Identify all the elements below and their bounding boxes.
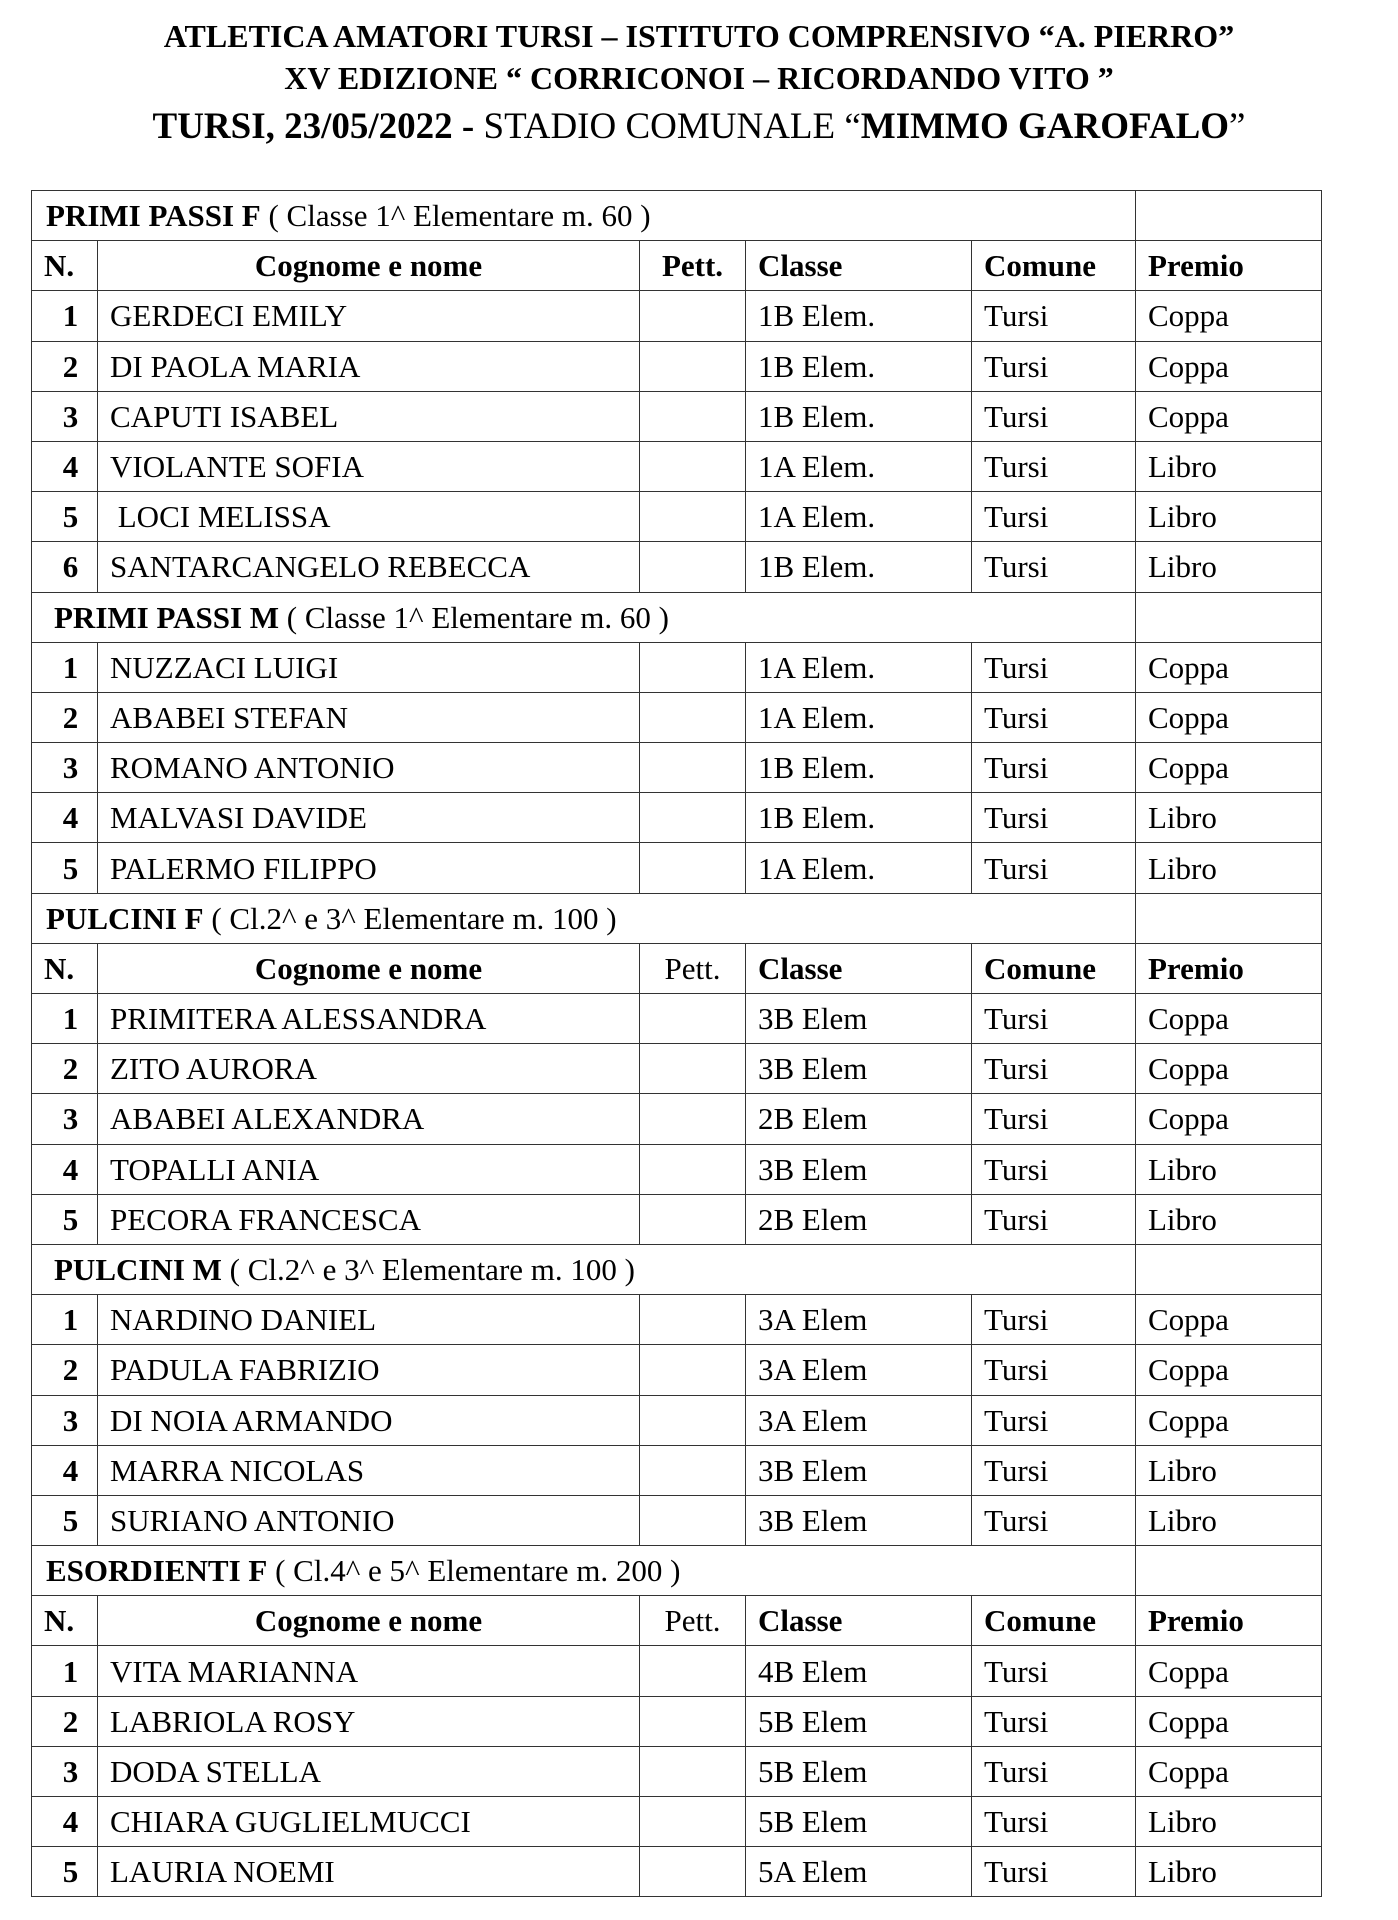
prize-cell: Libro xyxy=(1136,1797,1322,1847)
rank-cell: 2 xyxy=(32,1044,98,1094)
town-cell: Tursi xyxy=(972,743,1136,793)
class-cell: 3B Elem xyxy=(746,1044,972,1094)
table-row xyxy=(32,843,1322,893)
class-cell: 2B Elem xyxy=(746,1194,972,1244)
rank-cell: 3 xyxy=(32,391,98,441)
bib-cell xyxy=(640,391,746,441)
bib-cell xyxy=(640,341,746,391)
town-cell: Tursi xyxy=(972,1295,1136,1345)
rank-cell: 5 xyxy=(32,492,98,542)
class-cell: 3B Elem xyxy=(746,1445,972,1495)
class-cell: 1A Elem. xyxy=(746,692,972,742)
table-row xyxy=(32,1847,1322,1897)
rank-cell: 1 xyxy=(32,1646,98,1696)
rank-cell: 6 xyxy=(32,542,98,592)
prize-cell: Coppa xyxy=(1136,642,1322,692)
prize-cell: Coppa xyxy=(1136,1395,1322,1445)
rank-cell: 2 xyxy=(32,1696,98,1746)
table-row xyxy=(32,642,1322,692)
class-cell: 5B Elem xyxy=(746,1797,972,1847)
prize-cell: Coppa xyxy=(1136,743,1322,793)
rank-cell: 4 xyxy=(32,1797,98,1847)
table-row xyxy=(32,441,1322,491)
bib-cell xyxy=(640,441,746,491)
table-row xyxy=(32,994,1322,1044)
column-header-comune: Comune xyxy=(972,943,1136,993)
town-cell: Tursi xyxy=(972,793,1136,843)
table-row xyxy=(32,1395,1322,1445)
table-row xyxy=(32,1194,1322,1244)
venue-suffix: ” xyxy=(1229,106,1246,147)
category-details: ( Classe 1^ Elementare m. 60 ) xyxy=(268,198,651,234)
bib-cell xyxy=(640,1847,746,1897)
results-table xyxy=(31,190,1322,1897)
town-cell: Tursi xyxy=(972,391,1136,441)
prize-cell: Coppa xyxy=(1136,291,1322,341)
class-cell: 3A Elem xyxy=(746,1295,972,1345)
rank-cell: 3 xyxy=(32,1395,98,1445)
town-cell: Tursi xyxy=(972,1044,1136,1094)
prize-cell: Libro xyxy=(1136,542,1322,592)
bib-cell xyxy=(640,642,746,692)
category-row xyxy=(32,1244,1322,1294)
category-empty-cell xyxy=(1136,1546,1322,1596)
bib-cell xyxy=(640,1445,746,1495)
rank-cell: 1 xyxy=(32,291,98,341)
class-cell: 1A Elem. xyxy=(746,642,972,692)
class-cell: 1B Elem. xyxy=(746,542,972,592)
class-cell: 1B Elem. xyxy=(746,391,972,441)
column-header-name: Cognome e nome xyxy=(98,943,640,993)
category-details: ( Classe 1^ Elementare m. 60 ) xyxy=(286,599,669,635)
town-cell: Tursi xyxy=(972,1345,1136,1395)
athlete-name-cell: LAURIA NOEMI xyxy=(98,1847,640,1897)
class-cell: 1B Elem. xyxy=(746,291,972,341)
athlete-name-cell: CHIARA GUGLIELMUCCI xyxy=(98,1797,640,1847)
column-header-number: N. xyxy=(32,943,98,993)
class-cell: 1B Elem. xyxy=(746,793,972,843)
column-header-number: N. xyxy=(32,241,98,291)
prize-cell: Coppa xyxy=(1136,341,1322,391)
category-details: ( Cl.2^ e 3^ Elementare m. 100 ) xyxy=(229,1252,635,1288)
prize-cell: Libro xyxy=(1136,793,1322,843)
column-header-comune: Comune xyxy=(972,241,1136,291)
town-cell: Tursi xyxy=(972,542,1136,592)
category-name: PULCINI M xyxy=(54,1252,222,1288)
prize-cell: Coppa xyxy=(1136,1295,1322,1345)
prize-cell: Libro xyxy=(1136,441,1322,491)
column-header-pett: Pett. xyxy=(640,1596,746,1646)
rank-cell: 4 xyxy=(32,793,98,843)
athlete-name-cell: DI PAOLA MARIA xyxy=(98,341,640,391)
prize-cell: Coppa xyxy=(1136,1345,1322,1395)
category-title xyxy=(32,1546,1136,1596)
table-row xyxy=(32,1696,1322,1746)
town-cell: Tursi xyxy=(972,1746,1136,1796)
athlete-name-cell: ABABEI STEFAN xyxy=(98,692,640,742)
athlete-name-cell: GERDECI EMILY xyxy=(98,291,640,341)
category-empty-cell xyxy=(1136,592,1322,642)
class-cell: 3B Elem xyxy=(746,1144,972,1194)
rank-cell: 5 xyxy=(32,843,98,893)
athlete-name-cell: CAPUTI ISABEL xyxy=(98,391,640,441)
bib-cell xyxy=(640,1094,746,1144)
town-cell: Tursi xyxy=(972,1797,1136,1847)
category-details: ( Cl.2^ e 3^ Elementare m. 100 ) xyxy=(211,900,617,936)
class-cell: 2B Elem xyxy=(746,1094,972,1144)
athlete-name-cell: MARRA NICOLAS xyxy=(98,1445,640,1495)
bib-cell xyxy=(640,1044,746,1094)
class-cell: 5B Elem xyxy=(746,1696,972,1746)
prize-cell: Coppa xyxy=(1136,994,1322,1044)
athlete-name-cell: SANTARCANGELO REBECCA xyxy=(98,542,640,592)
prize-cell: Libro xyxy=(1136,492,1322,542)
prize-cell: Coppa xyxy=(1136,1646,1322,1696)
athlete-name-cell: LOCI MELISSA xyxy=(98,492,640,542)
table-row xyxy=(32,692,1322,742)
bib-cell xyxy=(640,793,746,843)
column-header-premio: Premio xyxy=(1136,241,1322,291)
town-cell: Tursi xyxy=(972,1395,1136,1445)
column-header-pett: Pett. xyxy=(640,241,746,291)
bib-cell xyxy=(640,1495,746,1545)
athlete-name-cell: DI NOIA ARMANDO xyxy=(98,1395,640,1445)
class-cell: 5A Elem xyxy=(746,1847,972,1897)
bib-cell xyxy=(640,1696,746,1746)
category-name: PRIMI PASSI M xyxy=(54,599,280,635)
bib-cell xyxy=(640,843,746,893)
prize-cell: Coppa xyxy=(1136,692,1322,742)
town-cell: Tursi xyxy=(972,1847,1136,1897)
town-cell: Tursi xyxy=(972,1646,1136,1696)
prize-cell: Coppa xyxy=(1136,1696,1322,1746)
rank-cell: 4 xyxy=(32,1445,98,1495)
category-empty-cell xyxy=(1136,893,1322,943)
athlete-name-cell: VITA MARIANNA xyxy=(98,1646,640,1696)
town-cell: Tursi xyxy=(972,1144,1136,1194)
rank-cell: 5 xyxy=(32,1495,98,1545)
column-header-row xyxy=(32,241,1322,291)
prize-cell: Libro xyxy=(1136,1144,1322,1194)
bib-cell xyxy=(640,1144,746,1194)
table-row xyxy=(32,743,1322,793)
table-row xyxy=(32,391,1322,441)
rank-cell: 4 xyxy=(32,1144,98,1194)
rank-cell: 2 xyxy=(32,341,98,391)
bib-cell xyxy=(640,743,746,793)
town-cell: Tursi xyxy=(972,994,1136,1044)
table-row xyxy=(32,1746,1322,1796)
class-cell: 4B Elem xyxy=(746,1646,972,1696)
prize-cell: Libro xyxy=(1136,843,1322,893)
column-header-row xyxy=(32,943,1322,993)
table-row xyxy=(32,341,1322,391)
column-header-pett: Pett. xyxy=(640,943,746,993)
category-row xyxy=(32,1546,1322,1596)
town-cell: Tursi xyxy=(972,341,1136,391)
class-cell: 1A Elem. xyxy=(746,441,972,491)
venue-prefix: STADIO COMUNALE “ xyxy=(483,106,861,147)
prize-cell: Libro xyxy=(1136,1847,1322,1897)
bib-cell xyxy=(640,1194,746,1244)
class-cell: 1B Elem. xyxy=(746,341,972,391)
town-cell: Tursi xyxy=(972,843,1136,893)
athlete-name-cell: VIOLANTE SOFIA xyxy=(98,441,640,491)
town-cell: Tursi xyxy=(972,1194,1136,1244)
class-cell: 3A Elem xyxy=(746,1345,972,1395)
town-cell: Tursi xyxy=(972,492,1136,542)
category-title xyxy=(32,191,1136,241)
rank-cell: 2 xyxy=(32,1345,98,1395)
document-title-line-3 xyxy=(0,104,1398,150)
town-cell: Tursi xyxy=(972,1696,1136,1746)
column-header-row xyxy=(32,1596,1322,1646)
table-row xyxy=(32,793,1322,843)
athlete-name-cell: PECORA FRANCESCA xyxy=(98,1194,640,1244)
prize-cell: Coppa xyxy=(1136,1044,1322,1094)
table-row xyxy=(32,1094,1322,1144)
prize-cell: Libro xyxy=(1136,1495,1322,1545)
town-cell: Tursi xyxy=(972,441,1136,491)
class-cell: 1A Elem. xyxy=(746,492,972,542)
category-title xyxy=(32,893,1136,943)
rank-cell: 3 xyxy=(32,1746,98,1796)
town-cell: Tursi xyxy=(972,1495,1136,1545)
category-row xyxy=(32,191,1322,241)
rank-cell: 3 xyxy=(32,1094,98,1144)
venue-name: MIMMO GAROFALO xyxy=(860,106,1230,147)
rank-cell: 1 xyxy=(32,994,98,1044)
bib-cell xyxy=(640,492,746,542)
column-header-classe: Classe xyxy=(746,1596,972,1646)
column-header-premio: Premio xyxy=(1136,1596,1322,1646)
athlete-name-cell: NARDINO DANIEL xyxy=(98,1295,640,1345)
athlete-name-cell: PRIMITERA ALESSANDRA xyxy=(98,994,640,1044)
column-header-number: N. xyxy=(32,1596,98,1646)
category-row xyxy=(32,592,1322,642)
athlete-name-cell: TOPALLI ANIA xyxy=(98,1144,640,1194)
table-row xyxy=(32,1345,1322,1395)
prize-cell: Coppa xyxy=(1136,1094,1322,1144)
table-row xyxy=(32,1044,1322,1094)
town-cell: Tursi xyxy=(972,1094,1136,1144)
rank-cell: 4 xyxy=(32,441,98,491)
class-cell: 3A Elem xyxy=(746,1395,972,1445)
column-header-classe: Classe xyxy=(746,943,972,993)
athlete-name-cell: PADULA FABRIZIO xyxy=(98,1345,640,1395)
prize-cell: Coppa xyxy=(1136,391,1322,441)
athlete-name-cell: LABRIOLA ROSY xyxy=(98,1696,640,1746)
category-title xyxy=(32,592,1136,642)
category-name: PULCINI F xyxy=(46,900,204,936)
bib-cell xyxy=(640,994,746,1044)
table-row xyxy=(32,1646,1322,1696)
table-row xyxy=(32,1295,1322,1345)
bib-cell xyxy=(640,1746,746,1796)
document-title-line-1: ATLETICA AMATORI TURSI – ISTITUTO COMPRENSIVO “A. PIERRO” xyxy=(163,18,1235,54)
athlete-name-cell: ZITO AURORA xyxy=(98,1044,640,1094)
athlete-name-cell: DODA STELLA xyxy=(98,1746,640,1796)
prize-cell: Coppa xyxy=(1136,1746,1322,1796)
rank-cell: 1 xyxy=(32,1295,98,1345)
column-header-name: Cognome e nome xyxy=(98,1596,640,1646)
prize-cell: Libro xyxy=(1136,1194,1322,1244)
class-cell: 1B Elem. xyxy=(746,743,972,793)
rank-cell: 3 xyxy=(32,743,98,793)
event-date: TURSI, 23/05/2022 - xyxy=(152,106,484,147)
column-header-premio: Premio xyxy=(1136,943,1322,993)
athlete-name-cell: SURIANO ANTONIO xyxy=(98,1495,640,1545)
athlete-name-cell: ROMANO ANTONIO xyxy=(98,743,640,793)
town-cell: Tursi xyxy=(972,642,1136,692)
bib-cell xyxy=(640,692,746,742)
table-row xyxy=(32,1495,1322,1545)
athlete-name-cell: MALVASI DAVIDE xyxy=(98,793,640,843)
category-row xyxy=(32,893,1322,943)
column-header-classe: Classe xyxy=(746,241,972,291)
class-cell: 1A Elem. xyxy=(746,843,972,893)
category-title xyxy=(32,1244,1136,1294)
class-cell: 5B Elem xyxy=(746,1746,972,1796)
bib-cell xyxy=(640,1345,746,1395)
column-header-comune: Comune xyxy=(972,1596,1136,1646)
bib-cell xyxy=(640,1797,746,1847)
athlete-name-cell: ABABEI ALEXANDRA xyxy=(98,1094,640,1144)
town-cell: Tursi xyxy=(972,291,1136,341)
column-header-name: Cognome e nome xyxy=(98,241,640,291)
bib-cell xyxy=(640,291,746,341)
bib-cell xyxy=(640,1646,746,1696)
table-row xyxy=(32,1797,1322,1847)
table-row xyxy=(32,542,1322,592)
athlete-name-cell: PALERMO FILIPPO xyxy=(98,843,640,893)
document-title-line-2: XV EDIZIONE “ CORRICONOI – RICORDANDO VITO ” xyxy=(284,60,1114,96)
rank-cell: 1 xyxy=(32,642,98,692)
category-name: PRIMI PASSI F xyxy=(46,198,261,234)
rank-cell: 2 xyxy=(32,692,98,742)
rank-cell: 5 xyxy=(32,1194,98,1244)
table-row xyxy=(32,1445,1322,1495)
town-cell: Tursi xyxy=(972,692,1136,742)
class-cell: 3B Elem xyxy=(746,1495,972,1545)
table-row xyxy=(32,1144,1322,1194)
bib-cell xyxy=(640,1295,746,1345)
category-empty-cell xyxy=(1136,191,1322,241)
rank-cell: 5 xyxy=(32,1847,98,1897)
table-row xyxy=(32,492,1322,542)
table-row xyxy=(32,291,1322,341)
class-cell: 3B Elem xyxy=(746,994,972,1044)
town-cell: Tursi xyxy=(972,1445,1136,1495)
category-empty-cell xyxy=(1136,1244,1322,1294)
bib-cell xyxy=(640,1395,746,1445)
prize-cell: Libro xyxy=(1136,1445,1322,1495)
athlete-name-cell: NUZZACI LUIGI xyxy=(98,642,640,692)
bib-cell xyxy=(640,542,746,592)
category-details: ( Cl.4^ e 5^ Elementare m. 200 ) xyxy=(275,1553,681,1589)
category-name: ESORDIENTI F xyxy=(46,1553,268,1589)
